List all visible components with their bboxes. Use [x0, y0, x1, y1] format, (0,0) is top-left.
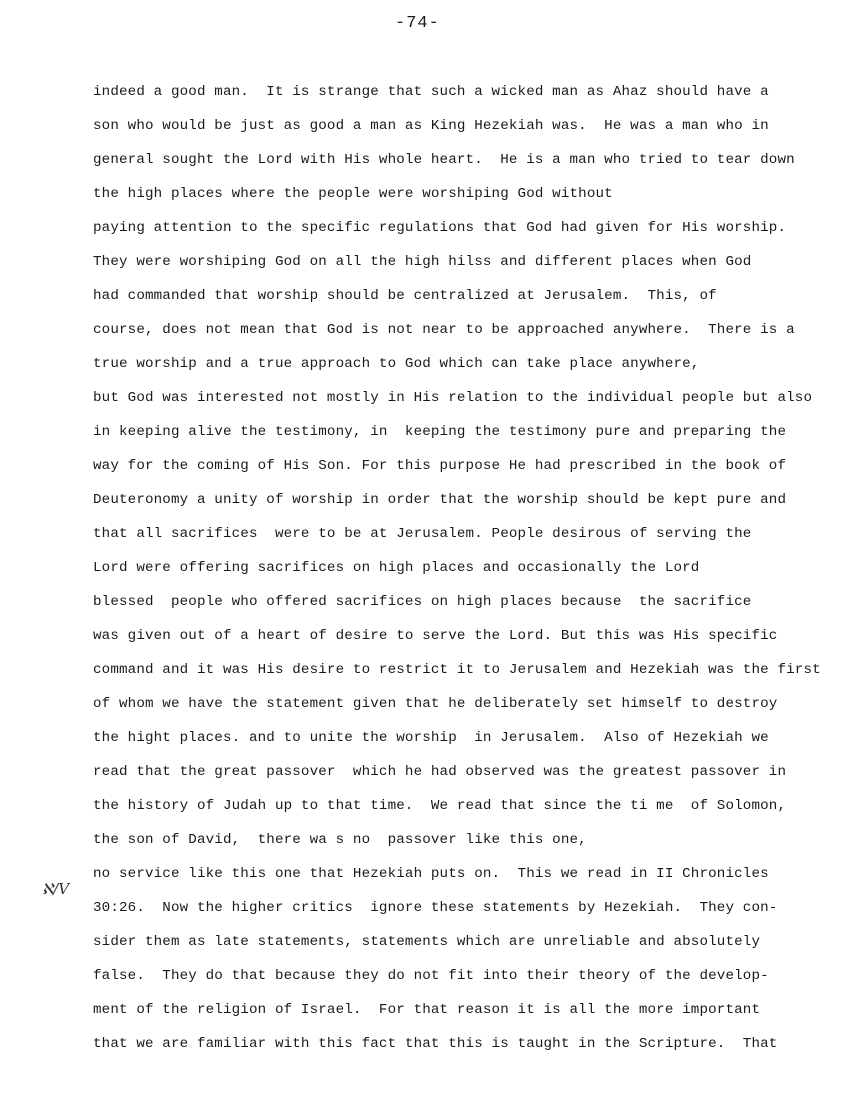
text-line: ment of the religion of Israel. For that reason it is all the more important	[93, 1002, 761, 1018]
text-line: way for the coming of His Son. For this purpose He had prescribed in the book of	[93, 458, 787, 474]
text-line: in keeping alive the testimony, in keeping the testimony pure and preparing the	[93, 424, 787, 440]
text-line: read that the great passover which he had observed was the greatest passover in	[93, 764, 787, 780]
text-line: the history of Judah up to that time. We read that since the ti me of Solomon,	[93, 798, 787, 814]
text-line: the hight places. and to unite the worship in Jerusalem. Also of Hezekiah we	[93, 730, 769, 746]
text-line: sider them as late statements, statements which are unreliable and absolutely	[93, 934, 761, 950]
text-line: blessed people who offered sacrifices on high places because the sacrifice	[93, 594, 752, 610]
text-line: Lord were offering sacrifices on high places and occasionally the Lord	[93, 560, 700, 576]
text-line: that we are familiar with this fact that this is taught in the Scripture. That	[93, 1036, 778, 1052]
page-number: -74-	[395, 14, 440, 33]
text-line: the son of David, there wa s no passover like this one,	[93, 832, 587, 848]
document-body	[93, 82, 821, 1068]
text-line: paying attention to the specific regulations that God had given for His worship.	[93, 220, 787, 236]
text-line: false. They do that because they do not fit into their theory of the develop-	[93, 968, 769, 984]
text-line: had commanded that worship should be centralized at Jerusalem. This, of	[93, 288, 717, 304]
text-line: 30:26. Now the higher critics ignore these statements by Hezekiah. They con-	[93, 900, 778, 916]
text-line: true worship and a true approach to God which can take place anywhere,	[93, 356, 700, 372]
text-line: They were worshiping God on all the high hilss and different places when God	[93, 254, 752, 270]
text-line: command and it was His desire to restrict it to Jerusalem and Hezekiah was the first	[93, 662, 821, 678]
text-line: indeed a good man. It is strange that such a wicked man as Ahaz should have a	[93, 84, 769, 100]
text-line: the high places where the people were worshiping God without	[93, 186, 613, 202]
text-line: Deuteronomy a unity of worship in order that the worship should be kept pure and	[93, 492, 787, 508]
text-line: no service like this one that Hezekiah puts on. This we read in II Chronicles	[93, 866, 769, 882]
text-line: that all sacrifices were to be at Jerusalem. People desirous of serving the	[93, 526, 752, 542]
text-line: but God was interested not mostly in His relation to the individual people but also	[93, 390, 813, 406]
text-line: course, does not mean that God is not near to be approached anywhere. There is a	[93, 322, 795, 338]
text-line: son who would be just as good a man as King Hezekiah was. He was a man who in	[93, 118, 769, 134]
text-line: was given out of a heart of desire to serve the Lord. But this was His specific	[93, 628, 778, 644]
text-line: of whom we have the statement given that he deliberately set himself to destroy	[93, 696, 778, 712]
text-line: general sought the Lord with His whole heart. He is a man who tried to tear down	[93, 152, 795, 168]
margin-note: ℵ/V	[42, 880, 70, 898]
